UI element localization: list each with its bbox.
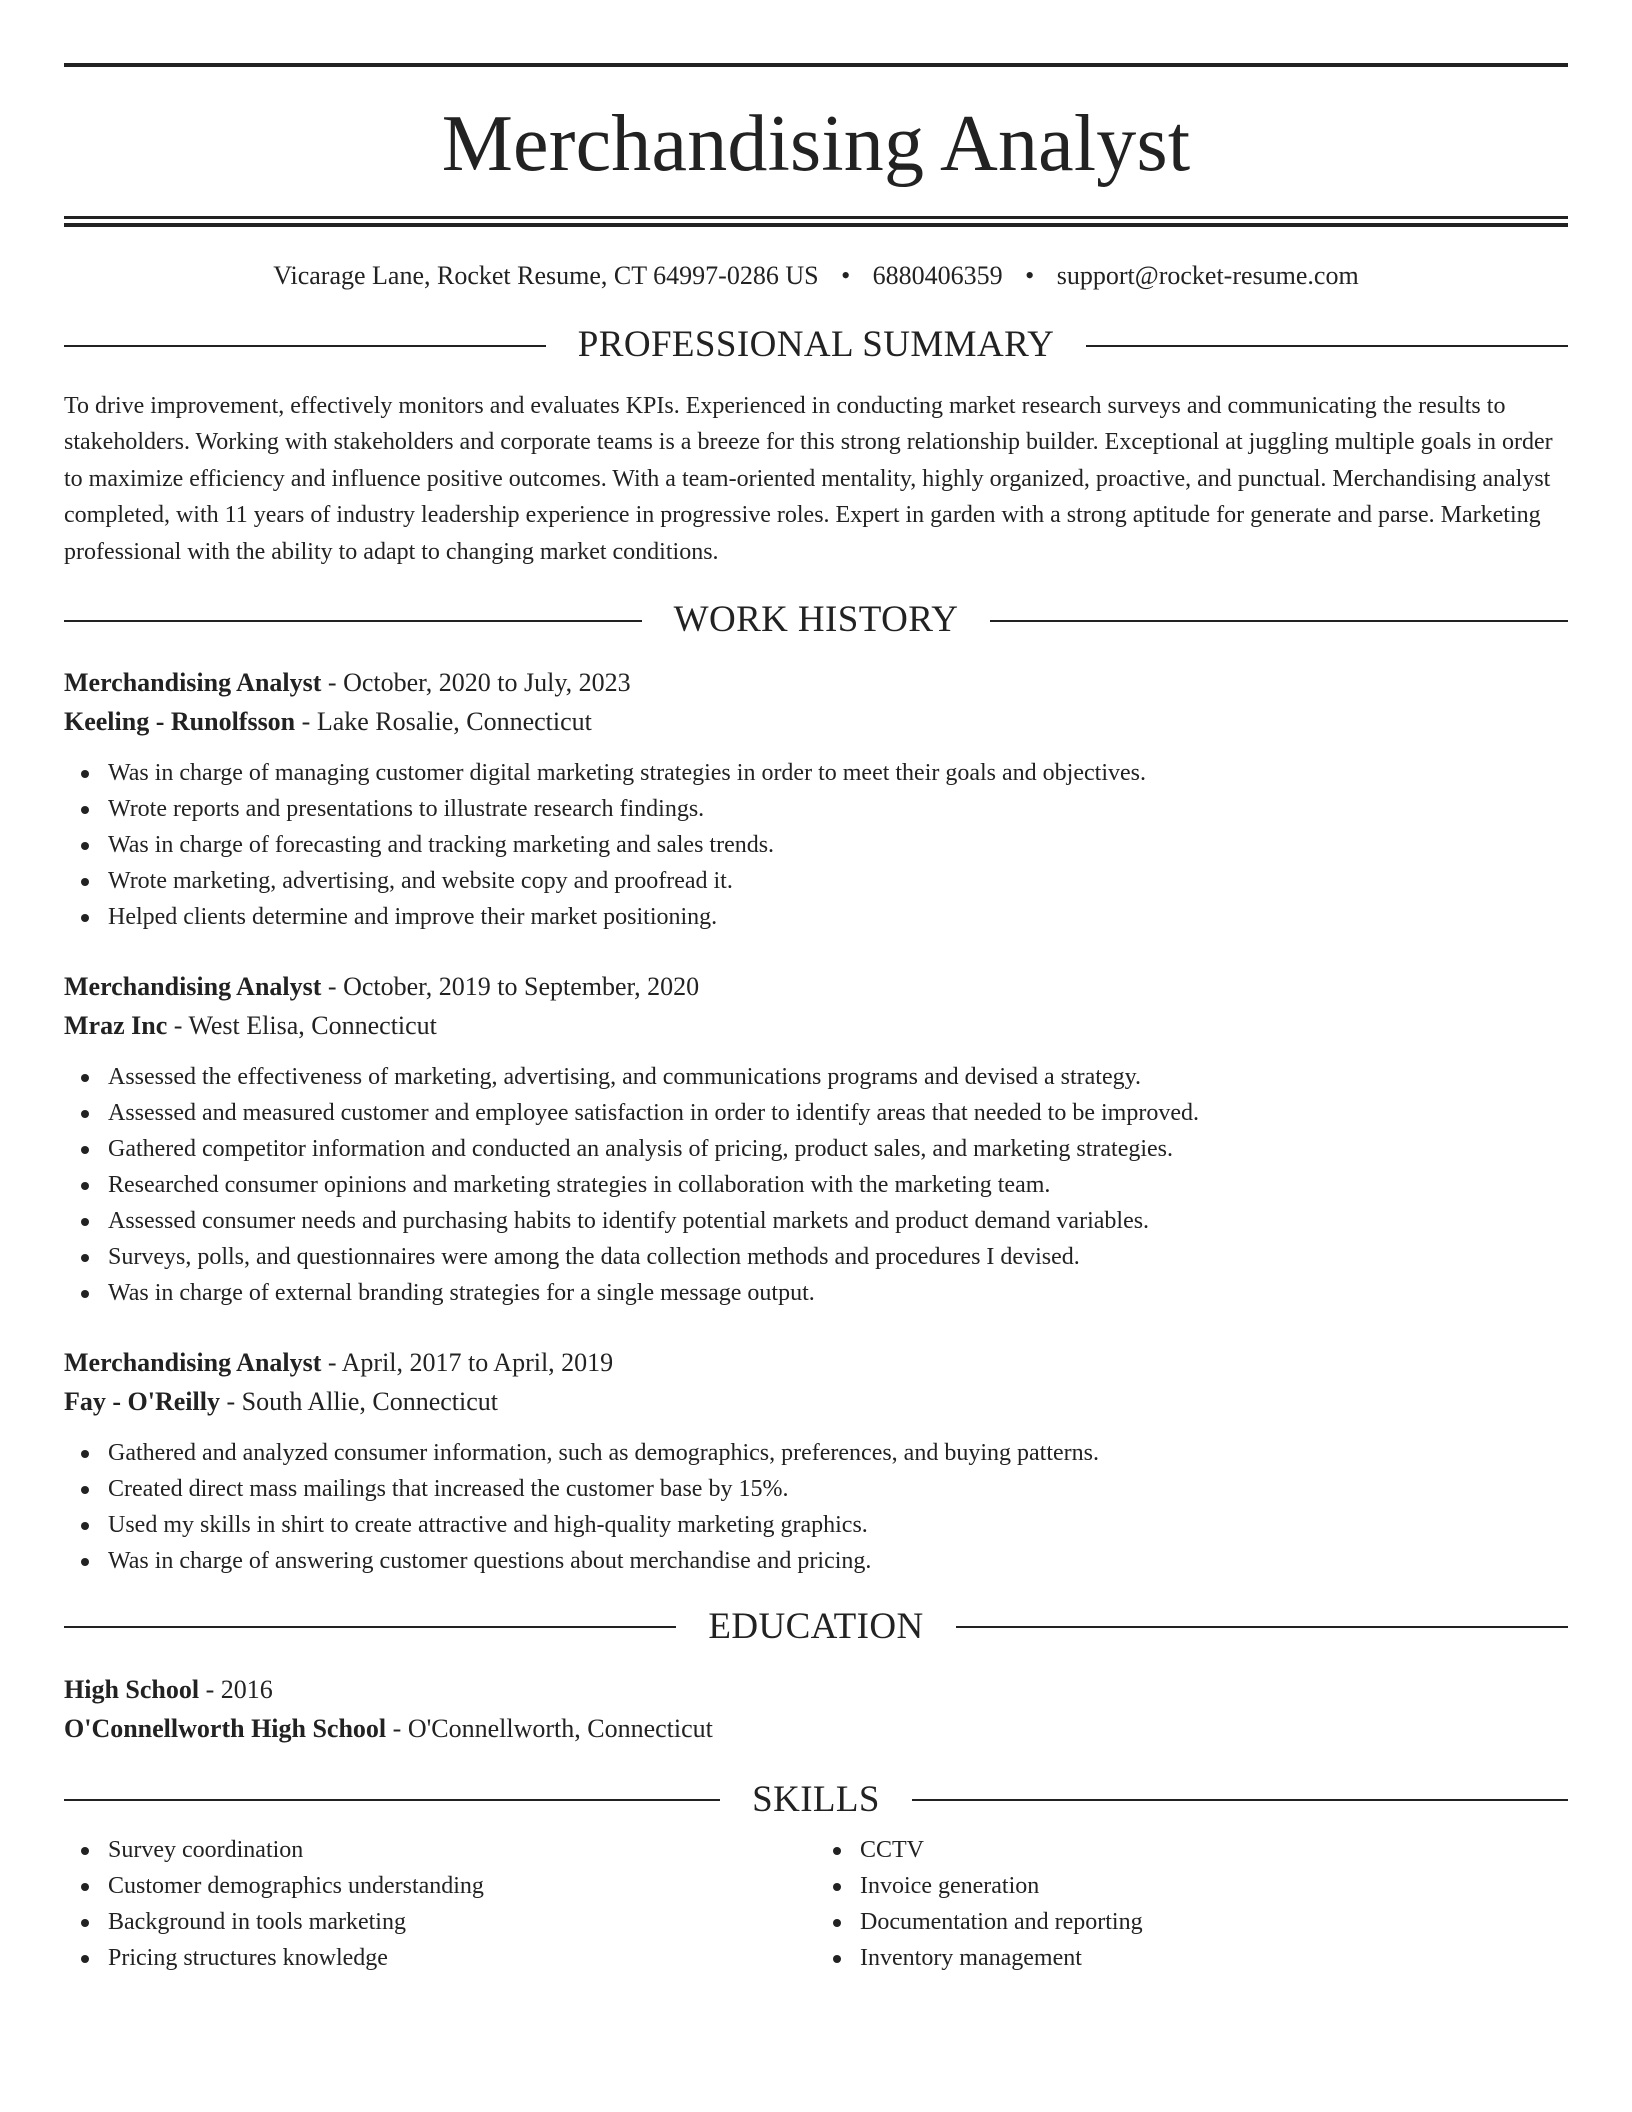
job-bullets — [64, 1435, 1568, 1579]
job-bullet: Helped clients determine and improve their market positioning. — [64, 899, 1568, 935]
job-bullet: Was in charge of answering customer questions about merchandise and pricing. — [64, 1543, 1568, 1579]
skills-list — [64, 1832, 1568, 1976]
skill-item: Invoice generation — [816, 1868, 1568, 1904]
job-bullet: Assessed the effectiveness of marketing, advertising, and communications programs and devised a strategy. — [64, 1059, 1568, 1095]
job-title-line — [64, 1343, 1568, 1382]
skill-item: Inventory management — [816, 1940, 1568, 1976]
education-entry — [64, 1670, 1568, 1748]
contact-email: support@rocket-resume.com — [1056, 261, 1359, 290]
job-dates: - April, 2017 to April, 2019 — [321, 1348, 614, 1378]
heading-rule-right — [990, 620, 1568, 622]
job-bullet: Wrote reports and presentations to illustrate research findings. — [64, 791, 1568, 827]
job-title-line — [64, 663, 1568, 702]
job-location: - West Elisa, Connecticut — [167, 1011, 437, 1041]
heading-rule-left — [64, 1799, 720, 1801]
job-entry — [64, 663, 1568, 935]
resume-title: Merchandising Analyst — [441, 100, 1191, 188]
job-dates: - October, 2020 to July, 2023 — [321, 668, 631, 698]
job-bullet: Assessed consumer needs and purchasing habits to identify potential markets and product demand variables. — [64, 1203, 1568, 1239]
skills-column-right — [816, 1832, 1568, 1976]
skills-heading — [64, 1780, 1568, 1821]
education-school-line — [64, 1709, 1568, 1748]
contact-phone: 6880406359 — [872, 261, 1003, 290]
job-bullets — [64, 1059, 1568, 1311]
heading-rule-right — [956, 1626, 1568, 1628]
job-dates: - October, 2019 to September, 2020 — [321, 972, 700, 1002]
job-bullet: Gathered and analyzed consumer information, such as demographics, preferences, and buying patterns. — [64, 1435, 1568, 1471]
job-company-line — [64, 702, 1568, 741]
heading-rule-left — [64, 620, 642, 622]
summary-heading — [64, 325, 1568, 366]
job-title-line — [64, 967, 1568, 1006]
education-heading — [64, 1607, 1568, 1648]
job-bullet: Was in charge of external branding strategies for a single message output. — [64, 1275, 1568, 1311]
education-degree-line — [64, 1670, 1568, 1709]
job-bullet: Gathered competitor information and conducted an analysis of pricing, product sales, and marketing strategies. — [64, 1131, 1568, 1167]
job-bullet: Assessed and measured customer and employee satisfaction in order to identify areas that needed to be improved. — [64, 1095, 1568, 1131]
job-location: - South Allie, Connecticut — [219, 1387, 499, 1417]
heading-rule-left — [64, 1626, 676, 1628]
work-history-heading — [64, 600, 1568, 641]
job-location: - Lake Rosalie, Connecticut — [295, 707, 592, 737]
job-bullet: Researched consumer opinions and marketing strategies in collaboration with the marketing team. — [64, 1167, 1568, 1203]
contact-separator: • — [1025, 261, 1035, 290]
work-history-heading-label: WORK HISTORY — [673, 599, 959, 641]
job-company-line — [64, 1382, 1568, 1421]
job-company: Keeling - Runolfsson — [64, 707, 296, 737]
job-bullet: Was in charge of forecasting and tracking marketing and sales trends. — [64, 827, 1568, 863]
job-bullet: Surveys, polls, and questionnaires were among the data collection methods and procedures I devised. — [64, 1239, 1568, 1275]
job-title: Merchandising Analyst — [64, 972, 322, 1002]
job-bullet: Was in charge of managing customer digital marketing strategies in order to meet their goals and objectives. — [64, 755, 1568, 791]
skills-column-left — [64, 1832, 816, 1976]
title-double-rule — [64, 216, 1568, 227]
skill-item: Survey coordination — [64, 1832, 816, 1868]
job-title: Merchandising Analyst — [64, 668, 322, 698]
education-school: O'Connellworth High School — [64, 1713, 387, 1743]
education-location: - O'Connellworth, Connecticut — [386, 1713, 713, 1743]
skill-item: Pricing structures knowledge — [64, 1940, 816, 1976]
skills-bullets — [816, 1832, 1568, 1976]
job-bullet: Created direct mass mailings that increased the customer base by 15%. — [64, 1471, 1568, 1507]
skill-item: Background in tools marketing — [64, 1904, 816, 1940]
job-company: Mraz Inc — [64, 1011, 168, 1041]
education-heading-label: EDUCATION — [708, 1606, 924, 1648]
job-bullets — [64, 755, 1568, 935]
job-title: Merchandising Analyst — [64, 1348, 322, 1378]
education-year: - 2016 — [199, 1674, 273, 1704]
contact-separator: • — [841, 261, 851, 290]
job-entry — [64, 967, 1568, 1311]
contact-address: Vicarage Lane, Rocket Resume, CT 64997-0286 US — [273, 261, 819, 290]
top-rule — [64, 63, 1568, 67]
skills-bullets — [64, 1832, 816, 1976]
education-degree: High School — [64, 1674, 200, 1704]
job-company-line — [64, 1006, 1568, 1045]
job-bullet: Used my skills in shirt to create attractive and high-quality marketing graphics. — [64, 1507, 1568, 1543]
skill-item: CCTV — [816, 1832, 1568, 1868]
summary-heading-label: PROFESSIONAL SUMMARY — [577, 324, 1055, 366]
skill-item: Customer demographics understanding — [64, 1868, 816, 1904]
job-bullet: Wrote marketing, advertising, and website copy and proofread it. — [64, 863, 1568, 899]
skill-item: Documentation and reporting — [816, 1904, 1568, 1940]
skills-heading-label: SKILLS — [752, 1778, 880, 1820]
heading-rule-right — [912, 1799, 1568, 1801]
heading-rule-left — [64, 345, 546, 347]
heading-rule-right — [1086, 345, 1568, 347]
job-entry — [64, 1343, 1568, 1579]
job-company: Fay - O'Reilly — [64, 1387, 220, 1417]
contact-line — [64, 260, 1568, 291]
summary-text: To drive improvement, effectively monitors and evaluates KPIs. Experienced in conducting market research surveys and communicating the results to stakeholders. Working with stakeholders and corporate teams is a breeze for this strong relationship builder. Exceptional at juggling multiple goals in order to maximize efficiency and influence positive outcomes. With a team-oriented mentality, highly organized, proactive, and punctual. Merchandising analyst completed, with 11 years of industry leadership experience in progressive roles. Expert in garden with a strong aptitude for generate and parse. Marketing professional with the ability to adapt to changing market conditions. — [64, 392, 1553, 565]
